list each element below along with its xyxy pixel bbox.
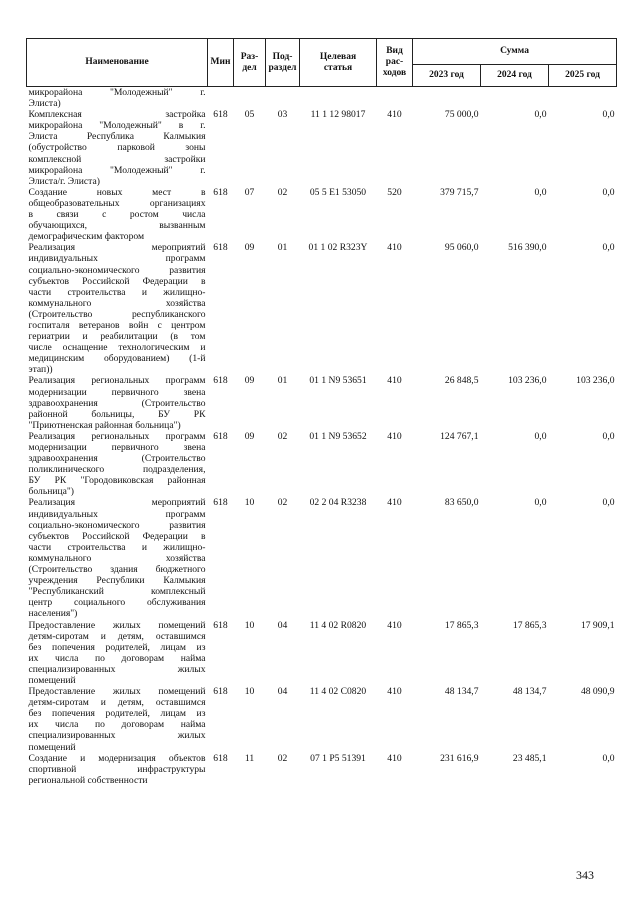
cell-name-line: комплексной застройки: [28, 153, 206, 165]
cell-name-line: районной больницы, БУ РК: [28, 408, 206, 420]
cell-name-line: спортивной инфраструктуры: [28, 763, 206, 775]
cell-name-line: БУ РК "Городовиковская районная: [28, 475, 206, 487]
table-row: [27, 375, 617, 430]
cell-name-line: (обустройство парковой зоны: [28, 142, 206, 154]
cell-2023: 17 865,3: [444, 619, 479, 631]
cell-name-line: детям-сиротам и детям, оставшимся: [28, 630, 206, 642]
cell-name-line: социально-экономического развития: [28, 519, 206, 531]
table-row: [27, 431, 617, 498]
cell-name-line: коммунального хозяйства: [28, 552, 206, 564]
cell-name-line: Комплексная застройка: [28, 109, 206, 121]
cell-name-line: этап)): [28, 364, 53, 376]
cell-name-line: субъектов Российской Федерации в: [28, 530, 206, 542]
cell-name-line: Создание новых мест в: [28, 186, 206, 198]
cell-name-line: здравоохранения (Строительство: [28, 453, 206, 465]
cell-razdel: 10: [244, 619, 255, 631]
cell-name-line: модернизации первичного звена: [28, 386, 206, 398]
cell-2023: 231 616,9: [440, 752, 479, 764]
cell-name-line: помещений: [28, 741, 76, 753]
cell-target: 11 1 12 98017: [310, 109, 366, 121]
cell-podrazdel: 02: [277, 752, 288, 764]
cell-min: 618: [213, 375, 228, 387]
cell-razdel: 09: [244, 375, 255, 387]
cell-name-line: населения"): [28, 608, 78, 620]
cell-2025: 0,0: [602, 752, 615, 764]
cell-name-line: микрорайона "Молодежный" г.: [28, 164, 206, 176]
cell-2025: 0,0: [602, 109, 615, 121]
header-podrazdel: Под- раздел: [266, 39, 300, 87]
cell-2024: 0,0: [534, 497, 547, 509]
cell-2025: [549, 87, 617, 110]
cell-target: 01 1 N9 53652: [309, 430, 367, 442]
cell-razdel: 09: [244, 242, 255, 254]
cell-2024: 0,0: [534, 430, 547, 442]
cell-name-line: Реализация мероприятий: [28, 497, 206, 509]
cell-2024: 48 134,7: [512, 686, 547, 698]
cell-name-line: Предоставление жилых помещений: [28, 619, 206, 631]
cell-2025: 48 090,9: [580, 686, 615, 698]
cell-vid: [377, 87, 413, 110]
cell-name-line: демографическим фактором: [28, 231, 145, 243]
cell-vid: 410: [387, 109, 402, 121]
cell-name-line: субъектов Российской Федерации в: [28, 275, 206, 287]
cell-podrazdel: 02: [277, 186, 288, 198]
cell-name-line: здравоохранения (Строительство: [28, 397, 206, 409]
cell-name-line: числе оснащение технологическим и: [28, 342, 206, 354]
table-row: [27, 109, 617, 187]
cell-name-line: микрорайона "Молодежный" в г.: [28, 120, 206, 132]
cell-name-line: Элиста Республика Калмыкия: [28, 131, 206, 143]
cell-2024: [481, 87, 549, 110]
cell-name-line: центр социального обслуживания: [28, 597, 206, 609]
cell-target: 01 1 02 R323Y: [308, 242, 368, 254]
cell-vid: 520: [387, 186, 402, 198]
cell-name-line: региональной собственности: [28, 774, 148, 786]
cell-razdel: 07: [244, 186, 255, 198]
budget-table: [26, 38, 617, 786]
cell-name: [27, 620, 208, 687]
cell-2025: 103 236,0: [576, 375, 615, 387]
cell-name-line: без попечения родителей, лицам из: [28, 641, 206, 653]
cell-2023: 124 767,1: [440, 430, 479, 442]
table-row: [27, 497, 617, 619]
cell-name-line: учреждения Республики Калмыкия: [28, 575, 206, 587]
cell-name-line: Элиста): [28, 98, 61, 110]
cell-min: [208, 87, 234, 110]
cell-razdel: [234, 87, 266, 110]
cell-name-line: помещений: [28, 674, 76, 686]
cell-razdel: 09: [244, 430, 255, 442]
cell-podrazdel: 02: [277, 430, 288, 442]
cell-podrazdel: 04: [277, 686, 288, 698]
cell-name: [27, 242, 208, 375]
cell-2024: 0,0: [534, 109, 547, 121]
cell-2024: 0,0: [534, 186, 547, 198]
cell-podrazdel: 02: [277, 497, 288, 509]
cell-2024: 17 865,3: [512, 619, 547, 631]
cell-podrazdel: 04: [277, 619, 288, 631]
cell-razdel: 05: [244, 109, 255, 121]
cell-name-line: "Приютненская районная больница"): [28, 419, 181, 431]
cell-name: [27, 497, 208, 619]
header-year-2024: 2024 год: [481, 65, 549, 87]
cell-target: 07 1 P5 51391: [310, 752, 366, 764]
cell-name: [27, 187, 208, 242]
cell-razdel: 10: [244, 686, 255, 698]
header-summa: Сумма: [413, 39, 617, 65]
cell-name-line: Элиста/г. Элиста): [28, 175, 100, 187]
table-row: [27, 686, 617, 753]
cell-min: 618: [213, 242, 228, 254]
cell-2025: 0,0: [602, 497, 615, 509]
cell-name-line: специализированных жилых: [28, 730, 206, 742]
header-target: Целевая статья: [300, 39, 377, 87]
cell-2023: 95 060,0: [444, 242, 479, 254]
cell-2024: 103 236,0: [508, 375, 547, 387]
header-name: Наименование: [27, 39, 208, 87]
cell-vid: 410: [387, 619, 402, 631]
cell-name-line: общеобразовательных организациях: [28, 197, 206, 209]
cell-min: 618: [213, 752, 228, 764]
header-year-2023: 2023 год: [413, 65, 481, 87]
table-row: [27, 187, 617, 242]
cell-target: 01 1 N9 53651: [309, 375, 367, 387]
cell-min: 618: [213, 619, 228, 631]
cell-name: [27, 753, 208, 786]
cell-2023: 379 715,7: [440, 186, 479, 198]
cell-name-line: Реализация региональных программ: [28, 375, 206, 387]
cell-min: 618: [213, 430, 228, 442]
cell-min: 618: [213, 497, 228, 509]
cell-min: 618: [213, 686, 228, 698]
cell-razdel: 10: [244, 497, 255, 509]
cell-name-line: части строительства и жилищно-: [28, 541, 206, 553]
cell-min: 618: [213, 109, 228, 121]
cell-name: [27, 87, 208, 110]
cell-name: [27, 686, 208, 753]
cell-name-line: госпиталя ветеранов войн с центром: [28, 319, 206, 331]
cell-name-line: (Строительство здания бюджетного: [28, 564, 206, 576]
cell-name-line: "Республиканский комплексный: [28, 586, 206, 598]
cell-name-line: Реализация региональных программ: [28, 430, 206, 442]
table-row: [27, 87, 617, 110]
cell-name: [27, 109, 208, 187]
cell-name-line: их числа по договорам найма: [28, 719, 206, 731]
cell-name-line: их числа по договорам найма: [28, 652, 206, 664]
cell-min: 618: [213, 186, 228, 198]
cell-target: 02 2 04 R3238: [309, 497, 367, 509]
cell-vid: 410: [387, 686, 402, 698]
cell-vid: 410: [387, 497, 402, 509]
cell-podrazdel: 03: [277, 109, 288, 121]
budget-table-page: [26, 38, 616, 786]
cell-2024: 23 485,1: [512, 752, 547, 764]
header-razdel: Раз- дел: [234, 39, 266, 87]
cell-target: 05 5 E1 53050: [309, 186, 367, 198]
cell-2023: 83 650,0: [444, 497, 479, 509]
cell-name-line: детям-сиротам и детям, оставшимся: [28, 697, 206, 709]
cell-name-line: модернизации первичного звена: [28, 442, 206, 453]
cell-name: [27, 375, 208, 430]
cell-target: [300, 87, 377, 110]
cell-2024: 516 390,0: [508, 242, 547, 254]
page-number: 343: [576, 868, 594, 882]
table-row: [27, 242, 617, 375]
cell-name-line: медицинским оборудованием) (1-й: [28, 353, 206, 365]
cell-podrazdel: 01: [277, 375, 288, 387]
cell-vid: 410: [387, 375, 402, 387]
cell-vid: 410: [387, 242, 402, 254]
header-vid: Вид рас- ходов: [377, 39, 413, 87]
cell-name-line: гериатрии и реабилитации (в том: [28, 331, 206, 343]
table-body: [27, 87, 617, 786]
cell-name-line: микрорайона "Молодежный" г.: [28, 87, 206, 98]
cell-name-line: поликлинического подразделения,: [28, 464, 206, 476]
table-row: [27, 753, 617, 786]
cell-name-line: коммунального хозяйства: [28, 297, 206, 309]
cell-2023: 48 134,7: [444, 686, 479, 698]
cell-name-line: в связи с ростом числа: [28, 209, 206, 221]
table-row: [27, 620, 617, 687]
cell-name-line: Предоставление жилых помещений: [28, 686, 206, 698]
cell-name-line: Создание и модернизация объектов: [28, 752, 206, 764]
cell-target: 11 4 02 C0820: [309, 686, 367, 698]
cell-name-line: специализированных жилых: [28, 663, 206, 675]
cell-2025: 0,0: [602, 186, 615, 198]
cell-name-line: индивидуальных программ: [28, 253, 206, 265]
cell-2023: 75 000,0: [444, 109, 479, 121]
cell-vid: 410: [387, 430, 402, 442]
header-min: Мин: [208, 39, 234, 87]
cell-name-line: (Строительство республиканского: [28, 308, 206, 320]
cell-2025: 17 909,1: [580, 619, 615, 631]
cell-name-line: социально-экономического развития: [28, 264, 206, 276]
cell-name-line: обучающихся, вызванным: [28, 220, 206, 232]
cell-2025: 0,0: [602, 242, 615, 254]
cell-name-line: части строительства и жилищно-: [28, 286, 206, 298]
cell-name-line: больница"): [28, 486, 74, 498]
cell-2023: 26 848,5: [444, 375, 479, 387]
cell-vid: 410: [387, 752, 402, 764]
cell-name: [27, 431, 208, 498]
cell-2023: [413, 87, 481, 110]
cell-name-line: Реализация мероприятий: [28, 242, 206, 254]
cell-podrazdel: [266, 87, 300, 110]
header-year-2025: 2025 год: [549, 65, 617, 87]
cell-razdel: 11: [244, 752, 255, 764]
cell-name-line: индивидуальных программ: [28, 508, 206, 520]
cell-target: 11 4 02 R0820: [309, 619, 367, 631]
cell-2025: 0,0: [602, 430, 615, 442]
cell-name-line: без попечения родителей, лицам из: [28, 708, 206, 720]
cell-podrazdel: 01: [277, 242, 288, 254]
